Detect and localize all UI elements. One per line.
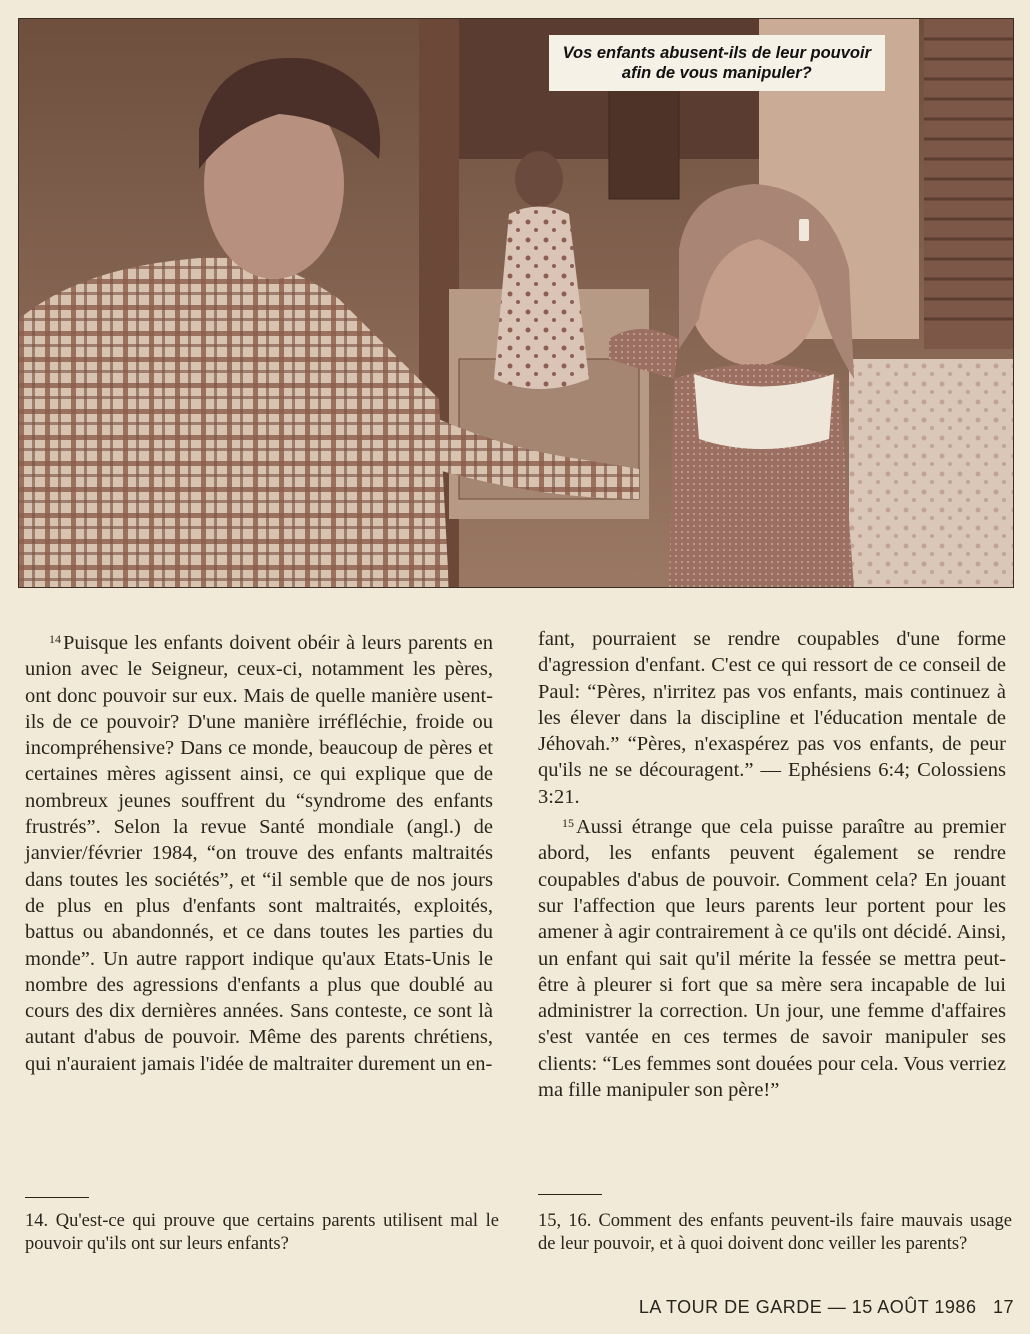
article-column-left xyxy=(25,626,493,1077)
footer-publication: LA TOUR DE GARDE — 15 AOÛT 1986 xyxy=(638,1297,977,1317)
paragraph-15 xyxy=(538,810,1006,1103)
caption-line-1: Vos enfants abusent-ils de leur pouvoir xyxy=(562,44,871,62)
caption-line-2: afin de vous manipuler? xyxy=(621,64,812,82)
question-divider-left xyxy=(25,1197,89,1198)
study-question-right: 15, 16. Comment des enfants peuvent-ils faire mauvais usage de leur pouvoir, et à quoi doivent donc veiller les parents? xyxy=(538,1211,1012,1254)
photo-caption xyxy=(549,35,885,91)
paragraph-number: 15 xyxy=(562,816,574,831)
paragraph-14-continued: fant, pourraient se rendre coupables d'une forme d'agression d'enfant. C'est ce qui ressort de ce conseil de Paul: “Pères, n'irritez pas vos enfants, mais continuez à les élever dans la discipline et l'éducation mentale de Jéhovah.” “Pères, n'exaspérez pas vos enfants, de peur qu'ils ne se découragent.” — Ephésiens 6:4; Colossiens 3:21. xyxy=(538,628,1006,808)
paragraph-text: Puisque les enfants doivent obéir à leurs parents en union avec le Seigneur, ceux-ci, notamment les pères, ont donc pouvoir sur eux. Mais de quelle manière usent-ils de ce pouvoir? D'une manière irréfléchie, froide ou incompréhensive? Dans ce monde, beaucoup de pères et certaines mères agissent ainsi, ce qui explique que de nombreux jeunes souffrent du “syndrome des enfants frustrés”. Selon la revue Santé mondiale (angl.) de janvier/février 1984, “on trouve des enfants maltraités dans toutes les sociétés”, et “il semble que de nos jours de plus en plus d'enfants sont maltraités, exploités, battus ou abandonnés, et ce dans toutes les parties du monde”. Un autre rapport indique qu'aux Etats-Unis le nombre des agressions d'enfants a plus que doublé au cours des dix dernières années. Sans conteste, ce sont là autant d'abus de pouvoir. Même des parents chrétiens, qui n'auraient jamais l'idée de maltraiter durement un en- xyxy=(25,632,493,1075)
paragraph-number: 14 xyxy=(49,632,61,646)
article-photo xyxy=(18,18,1014,588)
paragraph-text: Aussi étrange que cela puisse paraître au premier abord, les enfants peuvent également se rendre coupables d'abus de pouvoir. Comment cela? En jouant sur l'affection que leurs parents leur portent pour les amener à agir contrairement à ce qu'ils ont décidé. Ainsi, un enfant qui sait qu'il mérite la fessée se mettra peut-être à pleurer si fort que sa mère sera incapable de lui administrer la correction. Un jour, une femme d'affaires s'est vantée en ces termes de savoir manipuler ses clients: “Les femmes sont douées pour cela. Vous verriez ma fille manipuler son père!” xyxy=(538,816,1006,1102)
article-column-right xyxy=(538,626,1006,1103)
page-footer xyxy=(639,1297,1014,1318)
photo-illustration xyxy=(19,19,1014,588)
study-question-left: 14. Qu'est-ce qui prouve que certains parents utilisent mal le pouvoir qu'ils ont sur leurs enfants? xyxy=(25,1211,499,1254)
paragraph-14 xyxy=(25,626,493,1077)
question-divider-right xyxy=(538,1194,602,1195)
page-number: 17 xyxy=(992,1297,1014,1317)
